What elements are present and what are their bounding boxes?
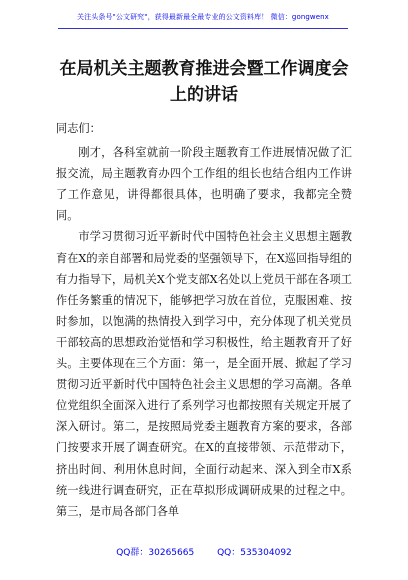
footer-qq: QQ：535304092 [217, 548, 292, 558]
salutation: 同志们： [56, 122, 101, 135]
paragraph: 刚才，各科室就前一阶段主题教育工作进展情况做了汇报交流，局主题教育办四个工作组的组长也结合组内工作讲了工作意见，讲得都很具体，也明确了要求，我都完全赞同。 [56, 146, 352, 223]
header-notice-text: 关注头条号"公文研究"，获得最新最全最专业的公文资料库！ 微信：gongwenx [77, 13, 329, 21]
footer-qq-group: QQ群：30265665 [116, 548, 195, 558]
paragraph: 市学习贯彻习近平新时代中国特色社会主义思想主题教育在X的亲自部署和局党委的坚强领导下，在X巡回指导组的有力指导下，局机关X个党支部X名处以上党员干部在各项工作任务繁重的情况下，能够把学习放在首位，克服困难、按时参加，以饱满的热情投入到学习中，充分体现了机关党员干部较高的思想政治觉悟和学习积极性，给主题教育开了好头。主要体现在三个方面：第一，是全面开展、掀起了学习贯彻习近平新时代中国特色社会主义思想的学习高潮。各单位党组织全面深入进行了系列学习也都按照有关规定开展了深入研讨。第二，是按照局党委主题教育方案的要求，各部门按要求开展了调查研究。在X的直接带领、示范带动下，挤出时间、利用休息时间，全面行动起来、深入到全市X系统一线进行调查研究，正在草拟形成调研成果的过程之中。第三，是市局各部门各单 [56, 230, 352, 518]
document-body [56, 118, 352, 522]
document-title: 在局机关主题教育推进会暨工作调度会上的讲话 [59, 59, 349, 105]
header-notice [58, 6, 348, 29]
footer-contact [0, 545, 408, 558]
